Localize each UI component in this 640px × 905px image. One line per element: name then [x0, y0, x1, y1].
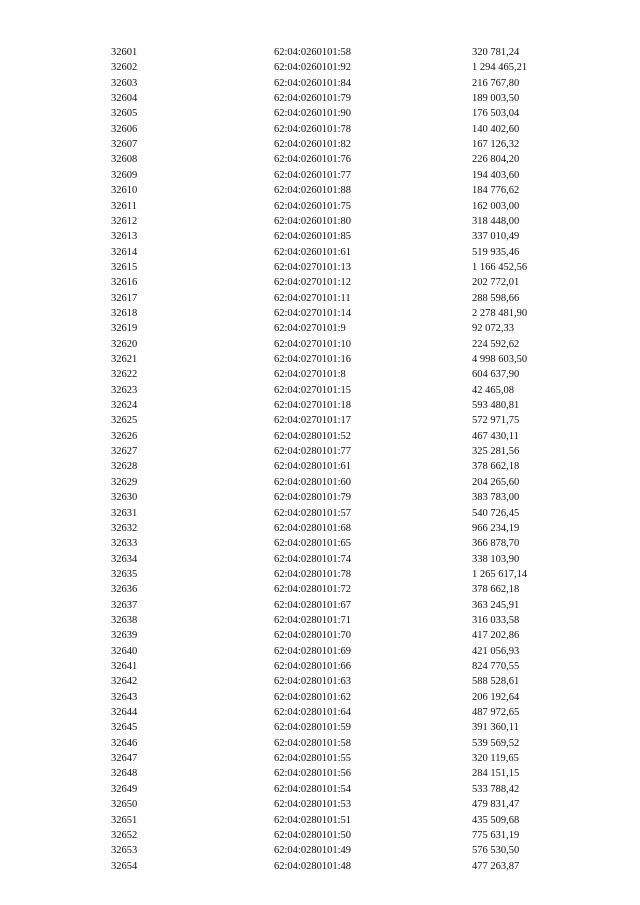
row-number: 32631	[111, 507, 138, 519]
table-row	[0, 536, 640, 551]
row-number: 32647	[111, 753, 138, 765]
row-number: 32617	[111, 292, 138, 304]
cadastral-value: 224 592,62	[472, 338, 520, 350]
row-number: 32606	[111, 123, 138, 135]
row-number: 32603	[111, 77, 138, 89]
table-row	[0, 690, 640, 705]
row-number: 32614	[111, 246, 138, 258]
table-row	[0, 367, 640, 382]
cadastral-number: 62:04:0260101:82	[274, 139, 352, 151]
cadastral-value: 572 971,75	[472, 415, 520, 427]
table-row	[0, 168, 640, 183]
cadastral-value: 435 509,68	[472, 814, 520, 826]
cadastral-number: 62:04:0280101:53	[274, 799, 352, 811]
cadastral-number: 62:04:0260101:76	[274, 154, 352, 166]
cadastral-number: 62:04:0280101:55	[274, 753, 352, 765]
cadastral-number: 62:04:0280101:72	[274, 584, 352, 596]
cadastral-value: 325 281,56	[472, 446, 520, 458]
cadastral-value: 824 770,55	[472, 661, 520, 672]
cadastral-value: 226 804,20	[472, 154, 520, 166]
cadastral-number: 62:04:0280101:64	[274, 707, 352, 719]
table-row	[0, 122, 640, 137]
cadastral-value: 1 265 617,14	[472, 568, 528, 580]
table-row	[0, 91, 640, 106]
table-row	[0, 245, 640, 260]
row-number: 32649	[111, 783, 138, 795]
cadastral-value: 320 781,24	[472, 47, 520, 58]
cadastral-number: 62:04:0260101:85	[274, 231, 352, 243]
cadastral-value: 479 831,47	[472, 799, 520, 811]
row-number: 32621	[111, 354, 138, 365]
cadastral-value: 604 637,90	[472, 369, 520, 381]
cadastral-value: 338 103,90	[472, 553, 520, 565]
cadastral-value: 1 294 465,21	[472, 62, 528, 74]
table-row	[0, 199, 640, 214]
cadastral-number: 62:04:0280101:62	[274, 691, 352, 703]
table-row	[0, 429, 640, 444]
row-number: 32638	[111, 614, 138, 626]
row-number: 32601	[111, 47, 138, 58]
cadastral-value: 593 480,81	[472, 400, 520, 412]
cadastral-value: 162 003,00	[472, 200, 520, 212]
cadastral-value: 540 726,45	[472, 507, 520, 519]
row-number: 32622	[111, 369, 138, 381]
table-row	[0, 45, 640, 60]
cadastral-value: 167 126,32	[472, 139, 520, 151]
cadastral-number: 62:04:0280101:78	[274, 568, 352, 580]
cadastral-value: 288 598,66	[472, 292, 520, 304]
row-number: 32642	[111, 676, 138, 688]
cadastral-value: 378 662,18	[472, 461, 520, 473]
table-row	[0, 628, 640, 643]
cadastral-number: 62:04:0280101:57	[274, 507, 352, 519]
cadastral-number: 62:04:0280101:79	[274, 492, 352, 504]
cadastral-value: 477 263,87	[472, 860, 520, 872]
cadastral-number: 62:04:0280101:67	[274, 599, 352, 611]
cadastral-number: 62:04:0280101:56	[274, 768, 352, 780]
row-number: 32608	[111, 154, 138, 166]
row-number: 32648	[111, 768, 138, 780]
table-row	[0, 859, 640, 874]
table-row	[0, 659, 640, 674]
cadastral-value: 775 631,19	[472, 829, 520, 841]
row-number: 32615	[111, 261, 138, 273]
row-number: 32624	[111, 400, 138, 412]
cadastral-value: 194 403,60	[472, 169, 520, 181]
cadastral-value: 366 878,70	[472, 538, 520, 550]
table-row	[0, 674, 640, 689]
cadastral-number: 62:04:0270101:13	[274, 261, 352, 273]
cadastral-number: 62:04:0280101:66	[274, 661, 352, 672]
cadastral-number: 62:04:0260101:58	[274, 47, 352, 58]
table-row	[0, 383, 640, 398]
cadastral-number: 62:04:0260101:88	[274, 185, 352, 197]
table-row	[0, 183, 640, 198]
cadastral-value: 318 448,00	[472, 215, 520, 227]
row-number: 32645	[111, 722, 138, 734]
cadastral-number: 62:04:0280101:61	[274, 461, 352, 473]
table-row	[0, 413, 640, 428]
cadastral-number: 62:04:0280101:69	[274, 645, 352, 657]
row-number: 32609	[111, 169, 138, 181]
cadastral-value: 184 776,62	[472, 185, 520, 197]
row-number: 32626	[111, 430, 138, 442]
cadastral-number: 62:04:0270101:18	[274, 400, 352, 412]
table-row	[0, 214, 640, 229]
table-row	[0, 106, 640, 121]
table-row	[0, 444, 640, 459]
row-number: 32654	[111, 860, 138, 872]
row-number: 32610	[111, 185, 138, 197]
row-number: 32602	[111, 62, 138, 74]
cadastral-value: 378 662,18	[472, 584, 520, 596]
cadastral-value: 533 788,42	[472, 783, 520, 795]
row-number: 32618	[111, 307, 138, 319]
row-number: 32650	[111, 799, 138, 811]
cadastral-number: 62:04:0270101:8	[274, 369, 346, 381]
row-number: 32627	[111, 446, 138, 458]
table-row	[0, 766, 640, 781]
table-row	[0, 813, 640, 828]
cadastral-number: 62:04:0280101:59	[274, 722, 352, 734]
row-number: 32619	[111, 323, 138, 335]
row-number: 32646	[111, 737, 138, 749]
table-row	[0, 137, 640, 152]
cadastral-number: 62:04:0280101:51	[274, 814, 352, 826]
table-row	[0, 475, 640, 490]
row-number: 32634	[111, 553, 138, 565]
cadastral-number: 62:04:0280101:52	[274, 430, 352, 442]
table-row	[0, 275, 640, 290]
row-number: 32623	[111, 384, 138, 396]
cadastral-value: 216 767,80	[472, 77, 520, 89]
table-row	[0, 260, 640, 275]
cadastral-value: 383 783,00	[472, 492, 520, 504]
table-row	[0, 797, 640, 812]
cadastral-value: 202 772,01	[472, 277, 520, 289]
cadastral-number: 62:04:0260101:61	[274, 246, 352, 258]
cadastral-value: 588 528,61	[472, 676, 520, 688]
cadastral-value: 2 278 481,90	[472, 307, 528, 319]
row-number: 32636	[111, 584, 138, 596]
cadastral-value: 320 119,65	[472, 753, 519, 765]
cadastral-value: 337 010,49	[472, 231, 520, 243]
table-row	[0, 843, 640, 858]
cadastral-number: 62:04:0260101:78	[274, 123, 352, 135]
table-row	[0, 828, 640, 843]
cadastral-number: 62:04:0270101:15	[274, 384, 352, 396]
cadastral-number: 62:04:0270101:9	[274, 323, 346, 335]
table-row	[0, 60, 640, 75]
table-row	[0, 229, 640, 244]
row-number: 32641	[111, 661, 138, 672]
row-number: 32613	[111, 231, 138, 243]
row-number: 32625	[111, 415, 138, 427]
table-row	[0, 398, 640, 413]
cadastral-number: 62:04:0270101:14	[274, 307, 352, 319]
cadastral-number: 62:04:0280101:65	[274, 538, 352, 550]
row-number: 32632	[111, 522, 138, 534]
cadastral-number: 62:04:0280101:68	[274, 522, 352, 534]
cadastral-number: 62:04:0260101:80	[274, 215, 352, 227]
cadastral-number: 62:04:0260101:79	[274, 93, 352, 105]
row-number: 32639	[111, 630, 138, 642]
cadastral-number: 62:04:0260101:75	[274, 200, 352, 212]
cadastral-value: 4 998 603,50	[472, 354, 528, 365]
cadastral-number: 62:04:0280101:54	[274, 783, 352, 795]
table-row	[0, 705, 640, 720]
cadastral-value: 576 530,50	[472, 845, 520, 857]
cadastral-number: 62:04:0260101:90	[274, 108, 352, 120]
cadastral-number: 62:04:0280101:49	[274, 845, 352, 857]
cadastral-number: 62:04:0280101:50	[274, 829, 352, 841]
cadastral-number: 62:04:0270101:17	[274, 415, 352, 427]
table-row	[0, 76, 640, 91]
table-row	[0, 521, 640, 536]
row-number: 32620	[111, 338, 138, 350]
table-row	[0, 598, 640, 613]
row-number: 32630	[111, 492, 138, 504]
cadastral-value: 487 972,65	[472, 707, 520, 719]
row-number: 32604	[111, 93, 138, 105]
row-number: 32635	[111, 568, 138, 580]
cadastral-number: 62:04:0280101:60	[274, 476, 352, 488]
row-number: 32633	[111, 538, 138, 550]
table-row	[0, 582, 640, 597]
cadastral-number: 62:04:0280101:58	[274, 737, 352, 749]
cadastral-value: 467 430,11	[472, 430, 519, 442]
cadastral-value: 140 402,60	[472, 123, 520, 135]
table-row	[0, 506, 640, 521]
cadastral-value: 363 245,91	[472, 599, 520, 611]
cadastral-number: 62:04:0270101:16	[274, 354, 352, 365]
row-number: 32607	[111, 139, 138, 151]
table-row	[0, 152, 640, 167]
cadastral-value: 316 033,58	[472, 614, 520, 626]
table-row	[0, 306, 640, 321]
row-number: 32629	[111, 476, 138, 488]
cadastral-value: 92 072,33	[472, 323, 514, 335]
cadastral-value: 966 234,19	[472, 522, 520, 534]
row-number: 32640	[111, 645, 138, 657]
cadastral-number: 62:04:0280101:74	[274, 553, 352, 565]
cadastral-value: 519 935,46	[472, 246, 520, 258]
cadastral-number: 62:04:0280101:70	[274, 630, 352, 642]
cadastral-value: 417 202,86	[472, 630, 520, 642]
table-row	[0, 782, 640, 797]
row-number: 32643	[111, 691, 138, 703]
row-number: 32628	[111, 461, 138, 473]
table-row	[0, 291, 640, 306]
row-number: 32605	[111, 108, 138, 120]
row-number: 32644	[111, 707, 138, 719]
cadastral-value: 284 151,15	[472, 768, 520, 780]
cadastral-number: 62:04:0270101:10	[274, 338, 352, 350]
table-row	[0, 736, 640, 751]
row-number: 32611	[111, 200, 137, 212]
cadastral-value: 421 056,93	[472, 645, 520, 657]
cadastral-number: 62:04:0270101:11	[274, 292, 351, 304]
table-row	[0, 751, 640, 766]
cadastral-number: 62:04:0280101:63	[274, 676, 352, 688]
row-number: 32616	[111, 277, 138, 289]
table-row	[0, 490, 640, 505]
cadastral-number: 62:04:0280101:48	[274, 860, 352, 872]
row-number: 32612	[111, 215, 138, 227]
table-row	[0, 644, 640, 659]
cadastral-value: 204 265,60	[472, 476, 520, 488]
cadastral-value: 189 003,50	[472, 93, 520, 105]
table-row	[0, 337, 640, 352]
table-row	[0, 567, 640, 582]
cadastral-number: 62:04:0260101:84	[274, 77, 352, 89]
cadastral-number: 62:04:0260101:77	[274, 169, 352, 181]
cadastral-number: 62:04:0270101:12	[274, 277, 352, 289]
cadastral-value: 391 360,11	[472, 722, 519, 734]
cadastral-number: 62:04:0280101:71	[274, 614, 352, 626]
table-row	[0, 459, 640, 474]
cadastral-value: 1 166 452,56	[472, 261, 528, 273]
cadastral-number: 62:04:0280101:77	[274, 446, 352, 458]
row-number: 32652	[111, 829, 138, 841]
table-row	[0, 720, 640, 735]
cadastral-number: 62:04:0260101:92	[274, 62, 352, 74]
row-number: 32651	[111, 814, 138, 826]
table-row	[0, 613, 640, 628]
row-number: 32653	[111, 845, 138, 857]
table-row	[0, 552, 640, 567]
table-row	[0, 352, 640, 367]
cadastral-value: 539 569,52	[472, 737, 520, 749]
table-row	[0, 321, 640, 336]
row-number: 32637	[111, 599, 138, 611]
cadastral-value: 206 192,64	[472, 691, 520, 703]
cadastral-value: 42 465,08	[472, 384, 514, 396]
cadastral-value: 176 503,04	[472, 108, 520, 120]
